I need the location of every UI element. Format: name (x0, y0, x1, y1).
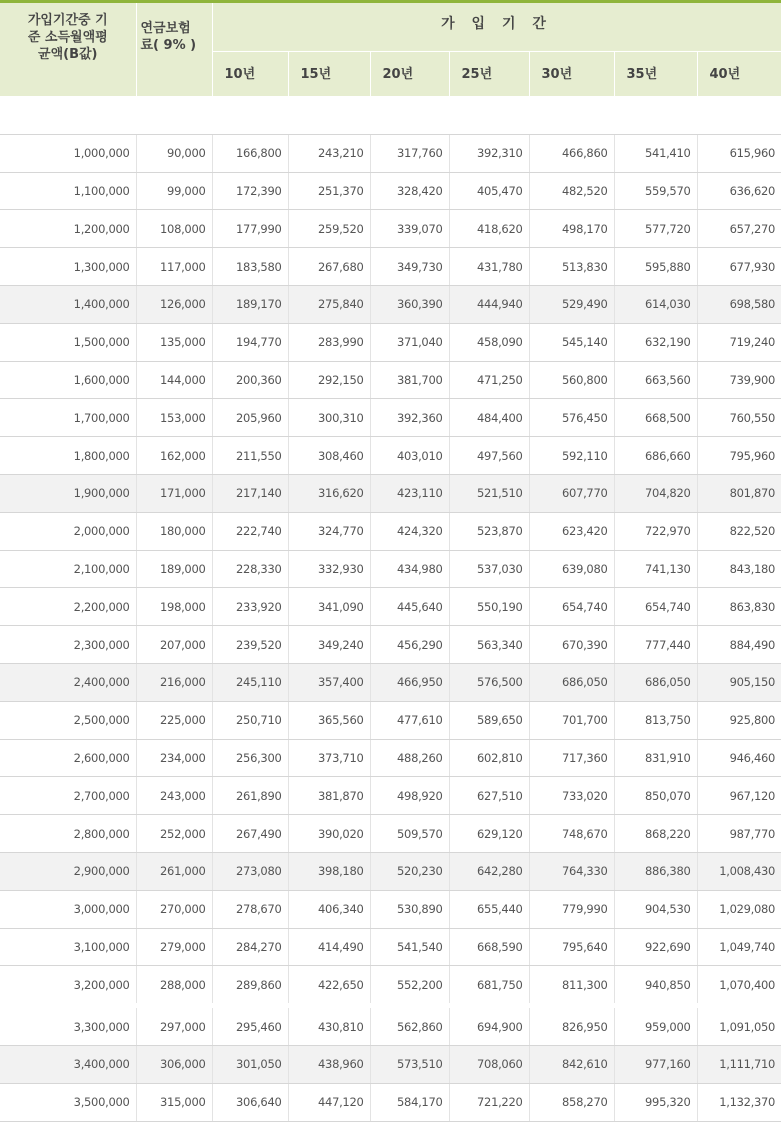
year-header: 15년 (288, 52, 370, 97)
premium-cell: 243,000 (136, 777, 212, 815)
benefit-cell: 584,170 (370, 1083, 449, 1121)
benefit-cell: 529,490 (529, 285, 614, 323)
income-cell: 2,100,000 (0, 550, 136, 588)
benefit-cell: 239,520 (212, 626, 288, 664)
benefit-cell: 390,020 (288, 815, 370, 853)
benefit-cell: 498,920 (370, 777, 449, 815)
benefit-cell: 550,190 (449, 588, 529, 626)
premium-cell: 198,000 (136, 588, 212, 626)
benefit-cell: 392,310 (449, 134, 529, 172)
income-cell: 2,300,000 (0, 626, 136, 664)
benefit-cell: 283,990 (288, 323, 370, 361)
table-row (0, 890, 781, 928)
benefit-cell: 668,590 (449, 928, 529, 966)
benefit-cell: 466,860 (529, 134, 614, 172)
income-column-header (0, 2, 136, 97)
premium-cell: 126,000 (136, 285, 212, 323)
income-cell: 1,400,000 (0, 285, 136, 323)
table-row (0, 1083, 781, 1121)
benefit-cell: 573,510 (370, 1045, 449, 1083)
benefit-cell: 205,960 (212, 399, 288, 437)
benefit-cell: 406,340 (288, 890, 370, 928)
benefit-cell: 741,130 (614, 550, 697, 588)
benefit-cell: 267,680 (288, 248, 370, 286)
benefit-cell: 850,070 (614, 777, 697, 815)
benefit-cell: 521,510 (449, 474, 529, 512)
benefit-cell: 183,580 (212, 248, 288, 286)
table-body (0, 97, 781, 1122)
benefit-cell: 686,660 (614, 437, 697, 475)
income-cell: 1,300,000 (0, 248, 136, 286)
benefit-cell: 733,020 (529, 777, 614, 815)
benefit-cell: 306,640 (212, 1083, 288, 1121)
benefit-cell: 686,050 (529, 663, 614, 701)
benefit-cell: 295,460 (212, 1006, 288, 1046)
year-header: 35년 (614, 52, 697, 97)
benefit-cell: 946,460 (697, 739, 781, 777)
premium-cell: 171,000 (136, 474, 212, 512)
benefit-cell: 332,930 (288, 550, 370, 588)
benefit-cell: 868,220 (614, 815, 697, 853)
table-row (0, 928, 781, 966)
benefit-cell: 922,690 (614, 928, 697, 966)
benefit-cell: 189,170 (212, 285, 288, 323)
benefit-cell: 403,010 (370, 437, 449, 475)
benefit-cell: 530,890 (370, 890, 449, 928)
year-header: 20년 (370, 52, 449, 97)
premium-cell: 108,000 (136, 210, 212, 248)
benefit-cell: 1,091,050 (697, 1006, 781, 1046)
benefit-cell: 615,960 (697, 134, 781, 172)
benefit-cell: 760,550 (697, 399, 781, 437)
income-cell: 2,700,000 (0, 777, 136, 815)
premium-cell: 288,000 (136, 966, 212, 1006)
benefit-cell: 349,240 (288, 626, 370, 664)
benefit-cell: 826,950 (529, 1006, 614, 1046)
benefit-cell: 559,570 (614, 172, 697, 210)
table-row (0, 512, 781, 550)
benefit-cell: 447,120 (288, 1083, 370, 1121)
table-row (0, 777, 781, 815)
benefit-cell: 434,980 (370, 550, 449, 588)
benefit-cell: 328,420 (370, 172, 449, 210)
benefit-cell: 381,700 (370, 361, 449, 399)
benefit-cell: 811,300 (529, 966, 614, 1006)
benefit-cell: 520,230 (370, 852, 449, 890)
premium-cell: 297,000 (136, 1006, 212, 1046)
benefit-cell: 1,111,710 (697, 1045, 781, 1083)
benefit-cell: 563,340 (449, 626, 529, 664)
benefit-cell: 655,440 (449, 890, 529, 928)
benefit-cell: 422,650 (288, 966, 370, 1006)
benefit-cell: 414,490 (288, 928, 370, 966)
benefit-cell: 721,220 (449, 1083, 529, 1121)
benefit-cell: 177,990 (212, 210, 288, 248)
header-spacer (0, 97, 781, 135)
benefit-cell: 357,400 (288, 663, 370, 701)
benefit-cell: 627,510 (449, 777, 529, 815)
benefit-cell: 668,500 (614, 399, 697, 437)
benefit-cell: 987,770 (697, 815, 781, 853)
benefit-cell: 576,450 (529, 399, 614, 437)
income-cell: 3,300,000 (0, 1006, 136, 1046)
income-cell: 1,200,000 (0, 210, 136, 248)
benefit-cell: 822,520 (697, 512, 781, 550)
benefit-cell: 701,700 (529, 701, 614, 739)
benefit-cell: 764,330 (529, 852, 614, 890)
benefit-cell: 300,310 (288, 399, 370, 437)
benefit-cell: 259,520 (288, 210, 370, 248)
benefit-cell: 602,810 (449, 739, 529, 777)
table-row (0, 361, 781, 399)
benefit-cell: 904,530 (614, 890, 697, 928)
table-row (0, 588, 781, 626)
benefit-cell: 537,030 (449, 550, 529, 588)
benefit-cell: 560,800 (529, 361, 614, 399)
benefit-cell: 717,360 (529, 739, 614, 777)
benefit-cell: 1,132,370 (697, 1083, 781, 1121)
benefit-cell: 722,970 (614, 512, 697, 550)
benefit-cell: 289,860 (212, 966, 288, 1006)
income-header-line-2: 준 소득월액평 (27, 30, 108, 45)
table-row (0, 172, 781, 210)
benefit-cell: 545,140 (529, 323, 614, 361)
year-header: 40년 (697, 52, 781, 97)
benefit-cell: 466,950 (370, 663, 449, 701)
income-cell: 1,000,000 (0, 134, 136, 172)
benefit-cell: 233,920 (212, 588, 288, 626)
benefit-cell: 623,420 (529, 512, 614, 550)
benefit-cell: 686,050 (614, 663, 697, 701)
benefit-cell: 739,900 (697, 361, 781, 399)
table-row (0, 437, 781, 475)
benefit-cell: 925,800 (697, 701, 781, 739)
benefit-cell: 498,170 (529, 210, 614, 248)
table-row (0, 399, 781, 437)
premium-cell: 261,000 (136, 852, 212, 890)
benefit-cell: 831,910 (614, 739, 697, 777)
benefit-cell: 228,330 (212, 550, 288, 588)
benefit-cell: 614,030 (614, 285, 697, 323)
benefit-cell: 708,060 (449, 1045, 529, 1083)
benefit-cell: 562,860 (370, 1006, 449, 1046)
table-row (0, 815, 781, 853)
premium-cell: 135,000 (136, 323, 212, 361)
income-cell: 2,600,000 (0, 739, 136, 777)
year-header: 30년 (529, 52, 614, 97)
income-cell: 2,400,000 (0, 663, 136, 701)
benefit-cell: 748,670 (529, 815, 614, 853)
table-row (0, 663, 781, 701)
benefit-cell: 405,470 (449, 172, 529, 210)
income-cell: 2,800,000 (0, 815, 136, 853)
benefit-cell: 438,960 (288, 1045, 370, 1083)
benefit-cell: 959,000 (614, 1006, 697, 1046)
benefit-cell: 677,930 (697, 248, 781, 286)
benefit-cell: 458,090 (449, 323, 529, 361)
benefit-cell: 172,390 (212, 172, 288, 210)
benefit-cell: 576,500 (449, 663, 529, 701)
benefit-cell: 360,390 (370, 285, 449, 323)
benefit-cell: 339,070 (370, 210, 449, 248)
premium-cell: 99,000 (136, 172, 212, 210)
income-header-line-3: 균액(B값) (38, 47, 98, 62)
income-cell: 1,100,000 (0, 172, 136, 210)
premium-header-line-1: 연금보험 (140, 21, 191, 36)
benefit-cell: 629,120 (449, 815, 529, 853)
premium-cell: 189,000 (136, 550, 212, 588)
benefit-cell: 995,320 (614, 1083, 697, 1121)
table-row (0, 1006, 781, 1046)
benefit-cell: 777,440 (614, 626, 697, 664)
benefit-cell: 967,120 (697, 777, 781, 815)
benefit-cell: 497,560 (449, 437, 529, 475)
benefit-cell: 200,360 (212, 361, 288, 399)
premium-cell: 252,000 (136, 815, 212, 853)
benefit-cell: 607,770 (529, 474, 614, 512)
premium-cell: 144,000 (136, 361, 212, 399)
income-header-line-1: 가입기간중 기 (27, 13, 108, 28)
benefit-cell: 423,110 (370, 474, 449, 512)
income-cell: 1,900,000 (0, 474, 136, 512)
benefit-cell: 398,180 (288, 852, 370, 890)
benefit-cell: 1,049,740 (697, 928, 781, 966)
table-header (0, 2, 781, 97)
benefit-cell: 456,290 (370, 626, 449, 664)
premium-cell: 117,000 (136, 248, 212, 286)
income-cell: 2,200,000 (0, 588, 136, 626)
benefit-cell: 373,710 (288, 739, 370, 777)
table-row (0, 626, 781, 664)
premium-cell: 162,000 (136, 437, 212, 475)
income-cell: 2,000,000 (0, 512, 136, 550)
table-row (0, 474, 781, 512)
benefit-cell: 977,160 (614, 1045, 697, 1083)
table-row (0, 966, 781, 1006)
benefit-cell: 292,150 (288, 361, 370, 399)
benefit-cell: 1,070,400 (697, 966, 781, 1006)
benefit-cell: 275,840 (288, 285, 370, 323)
income-cell: 1,800,000 (0, 437, 136, 475)
income-cell: 3,200,000 (0, 966, 136, 1006)
benefit-cell: 418,620 (449, 210, 529, 248)
benefit-cell: 719,240 (697, 323, 781, 361)
premium-cell: 279,000 (136, 928, 212, 966)
benefit-cell: 639,080 (529, 550, 614, 588)
premium-cell: 216,000 (136, 663, 212, 701)
benefit-cell: 541,410 (614, 134, 697, 172)
benefit-cell: 636,620 (697, 172, 781, 210)
benefit-cell: 301,050 (212, 1045, 288, 1083)
premium-cell: 306,000 (136, 1045, 212, 1083)
benefit-cell: 431,780 (449, 248, 529, 286)
table-row (0, 285, 781, 323)
benefit-cell: 884,490 (697, 626, 781, 664)
benefit-cell: 273,080 (212, 852, 288, 890)
benefit-cell: 424,320 (370, 512, 449, 550)
benefit-cell: 795,640 (529, 928, 614, 966)
benefit-cell: 194,770 (212, 323, 288, 361)
income-cell: 3,100,000 (0, 928, 136, 966)
income-cell: 1,600,000 (0, 361, 136, 399)
benefit-cell: 341,090 (288, 588, 370, 626)
premium-cell: 90,000 (136, 134, 212, 172)
benefit-cell: 284,270 (212, 928, 288, 966)
benefit-cell: 484,400 (449, 399, 529, 437)
premium-column-header (136, 2, 212, 97)
year-header: 25년 (449, 52, 529, 97)
benefit-cell: 801,870 (697, 474, 781, 512)
benefit-cell: 243,210 (288, 134, 370, 172)
table-row (0, 550, 781, 588)
benefit-cell: 365,560 (288, 701, 370, 739)
benefit-cell: 577,720 (614, 210, 697, 248)
benefit-cell: 552,200 (370, 966, 449, 1006)
table-row (0, 852, 781, 890)
benefit-cell: 523,870 (449, 512, 529, 550)
table-row (0, 134, 781, 172)
benefit-cell: 795,960 (697, 437, 781, 475)
benefit-cell: 1,008,430 (697, 852, 781, 890)
table-row (0, 1045, 781, 1083)
benefit-cell: 632,190 (614, 323, 697, 361)
period-group-header: 가 입 기 간 (212, 2, 781, 52)
table-row (0, 210, 781, 248)
benefit-cell: 589,650 (449, 701, 529, 739)
benefit-cell: 509,570 (370, 815, 449, 853)
benefit-cell: 251,370 (288, 172, 370, 210)
benefit-cell: 278,670 (212, 890, 288, 928)
benefit-cell: 886,380 (614, 852, 697, 890)
benefit-cell: 681,750 (449, 966, 529, 1006)
benefit-cell: 654,740 (529, 588, 614, 626)
benefit-cell: 663,560 (614, 361, 697, 399)
benefit-cell: 704,820 (614, 474, 697, 512)
benefit-cell: 211,550 (212, 437, 288, 475)
benefit-cell: 513,830 (529, 248, 614, 286)
benefit-cell: 477,610 (370, 701, 449, 739)
benefit-cell: 308,460 (288, 437, 370, 475)
income-cell: 3,000,000 (0, 890, 136, 928)
benefit-cell: 256,300 (212, 739, 288, 777)
benefit-cell: 1,029,080 (697, 890, 781, 928)
income-cell: 2,900,000 (0, 852, 136, 890)
table-row (0, 248, 781, 286)
premium-header-line-2: 료( 9% ) (140, 38, 197, 53)
benefit-cell: 261,890 (212, 777, 288, 815)
benefit-cell: 905,150 (697, 663, 781, 701)
benefit-cell: 813,750 (614, 701, 697, 739)
income-cell: 1,500,000 (0, 323, 136, 361)
benefit-cell: 482,520 (529, 172, 614, 210)
benefit-cell: 698,580 (697, 285, 781, 323)
benefit-cell: 430,810 (288, 1006, 370, 1046)
premium-cell: 180,000 (136, 512, 212, 550)
benefit-cell: 863,830 (697, 588, 781, 626)
benefit-cell: 670,390 (529, 626, 614, 664)
benefit-cell: 779,990 (529, 890, 614, 928)
table-row (0, 701, 781, 739)
premium-cell: 207,000 (136, 626, 212, 664)
premium-cell: 153,000 (136, 399, 212, 437)
benefit-cell: 445,640 (370, 588, 449, 626)
premium-cell: 315,000 (136, 1083, 212, 1121)
benefit-cell: 471,250 (449, 361, 529, 399)
benefit-cell: 267,490 (212, 815, 288, 853)
income-cell: 2,500,000 (0, 701, 136, 739)
benefit-cell: 371,040 (370, 323, 449, 361)
table-row (0, 323, 781, 361)
benefit-cell: 842,610 (529, 1045, 614, 1083)
income-cell: 3,400,000 (0, 1045, 136, 1083)
benefit-cell: 592,110 (529, 437, 614, 475)
benefit-cell: 541,540 (370, 928, 449, 966)
benefit-cell: 222,740 (212, 512, 288, 550)
benefit-cell: 166,800 (212, 134, 288, 172)
benefit-cell: 317,760 (370, 134, 449, 172)
benefit-cell: 381,870 (288, 777, 370, 815)
income-cell: 1,700,000 (0, 399, 136, 437)
year-header: 10년 (212, 52, 288, 97)
benefit-cell: 843,180 (697, 550, 781, 588)
table-row (0, 739, 781, 777)
premium-cell: 225,000 (136, 701, 212, 739)
premium-cell: 234,000 (136, 739, 212, 777)
benefit-cell: 595,880 (614, 248, 697, 286)
benefit-cell: 642,280 (449, 852, 529, 890)
benefit-cell: 488,260 (370, 739, 449, 777)
benefit-cell: 324,770 (288, 512, 370, 550)
benefit-cell: 217,140 (212, 474, 288, 512)
benefit-cell: 940,850 (614, 966, 697, 1006)
benefit-cell: 349,730 (370, 248, 449, 286)
benefit-cell: 316,620 (288, 474, 370, 512)
income-cell: 3,500,000 (0, 1083, 136, 1121)
premium-cell: 270,000 (136, 890, 212, 928)
benefit-cell: 245,110 (212, 663, 288, 701)
benefit-cell: 657,270 (697, 210, 781, 248)
benefit-cell: 654,740 (614, 588, 697, 626)
benefit-cell: 444,940 (449, 285, 529, 323)
benefit-cell: 858,270 (529, 1083, 614, 1121)
benefit-cell: 694,900 (449, 1006, 529, 1046)
benefit-cell: 250,710 (212, 701, 288, 739)
benefit-cell: 392,360 (370, 399, 449, 437)
